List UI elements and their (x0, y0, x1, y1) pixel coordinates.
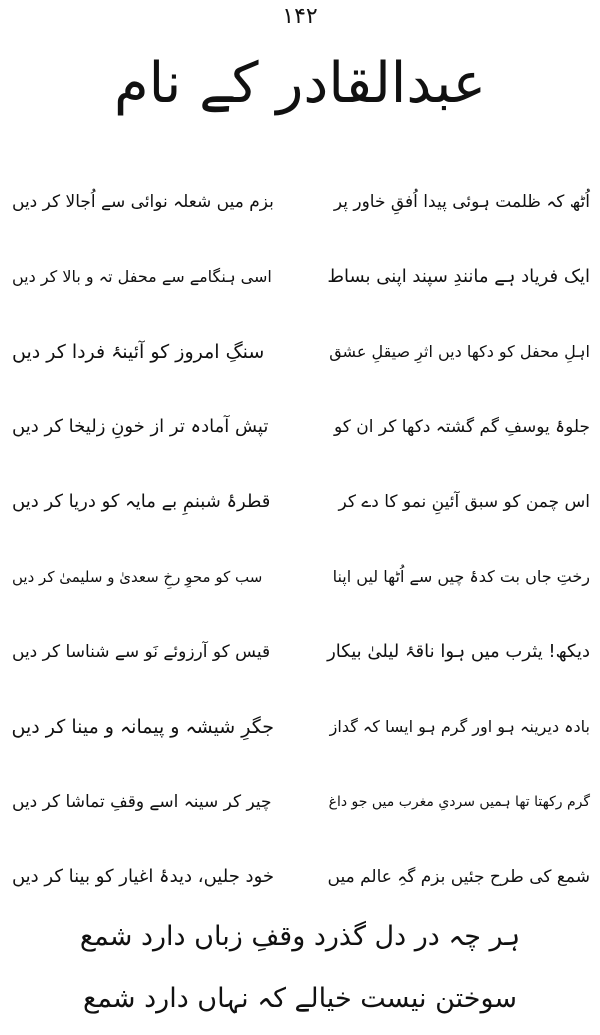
couplet (0, 543, 600, 618)
second-hemistich: جگرِ شیشہ و پیمانہ و مینا کر دیں (11, 716, 274, 738)
closing-couplet (0, 906, 600, 1030)
first-hemistich: اہلِ محفل کو دکھا دیں اثرِ صیقلِ عشق (329, 342, 590, 361)
first-hemistich: جلوۂ یوسفِ گم گشتہ دکھا کر ان کو (333, 417, 590, 437)
second-hemistich: قطرۂ شبنمِ بے مایہ کو دریا کر دیں (12, 491, 271, 512)
second-hemistich: سنگِ امروز کو آئینۂ فردا کر دیں (12, 341, 265, 363)
couplet-list (0, 168, 600, 918)
second-hemistich: بزم میں شعلہ نوائی سے اُجالا کر دیں (12, 192, 274, 212)
first-hemistich: ایک فریاد ہے مانندِ سپند اپنی بساط (327, 266, 590, 287)
second-hemistich: اسی ہنگامے سے محفل تہ و بالا کر دیں (12, 267, 272, 286)
couplet (0, 243, 600, 318)
first-hemistich: شمع کی طرح جئیں بزم گہِ عالم میں (327, 867, 590, 887)
couplet (0, 693, 600, 768)
closing-line: سوختن نیست خیالے کہ نہاں دارد شمع (82, 983, 518, 1014)
poem-title: عبدالقادر کے نام (113, 51, 487, 116)
couplet (0, 318, 600, 393)
closing-line: ہر چہ در دل گذرد وقفِ زباں دارد شمع (79, 921, 521, 952)
first-hemistich: بادہ دیرینہ ہو اور گرم ہو ایسا کہ گداز (329, 717, 590, 736)
couplet (0, 468, 600, 543)
couplet (0, 618, 600, 693)
couplet (0, 168, 600, 243)
first-hemistich: رختِ جاں بت کدۂ چیں سے اُٹھا لیں اپنا (332, 567, 590, 586)
second-hemistich: خود جلیں، دیدۂ اغیار کو بینا کر دیں (11, 866, 274, 887)
couplet (0, 768, 600, 843)
second-hemistich: تپش آمادہ تر از خونِ زلیخا کر دیں (12, 416, 269, 437)
first-hemistich: گرم رکھتا تھا ہمیں سردیِ مغرب میں جو داغ (328, 794, 590, 810)
page-number: ۱۴۲ (282, 4, 318, 29)
second-hemistich: سب کو محوِ رخِ سعدیٰ و سلیمیٰ کر دیں (12, 568, 263, 586)
first-hemistich: دیکھ! یثرب میں ہوا ناقۂ لیلیٰ بیکار (327, 641, 590, 662)
first-hemistich: اُٹھ کہ ظلمت ہوئی پیدا اُفقِ خاور پر (333, 192, 590, 212)
second-hemistich: قیس کو آرزوئے نَو سے شناسا کر دیں (12, 642, 271, 662)
couplet (0, 393, 600, 468)
first-hemistich: اس چمن کو سبق آئینِ نمو کا دے کر (338, 492, 590, 512)
second-hemistich: چیر کر سینہ اسے وقفِ تماشا کر دیں (12, 792, 272, 812)
